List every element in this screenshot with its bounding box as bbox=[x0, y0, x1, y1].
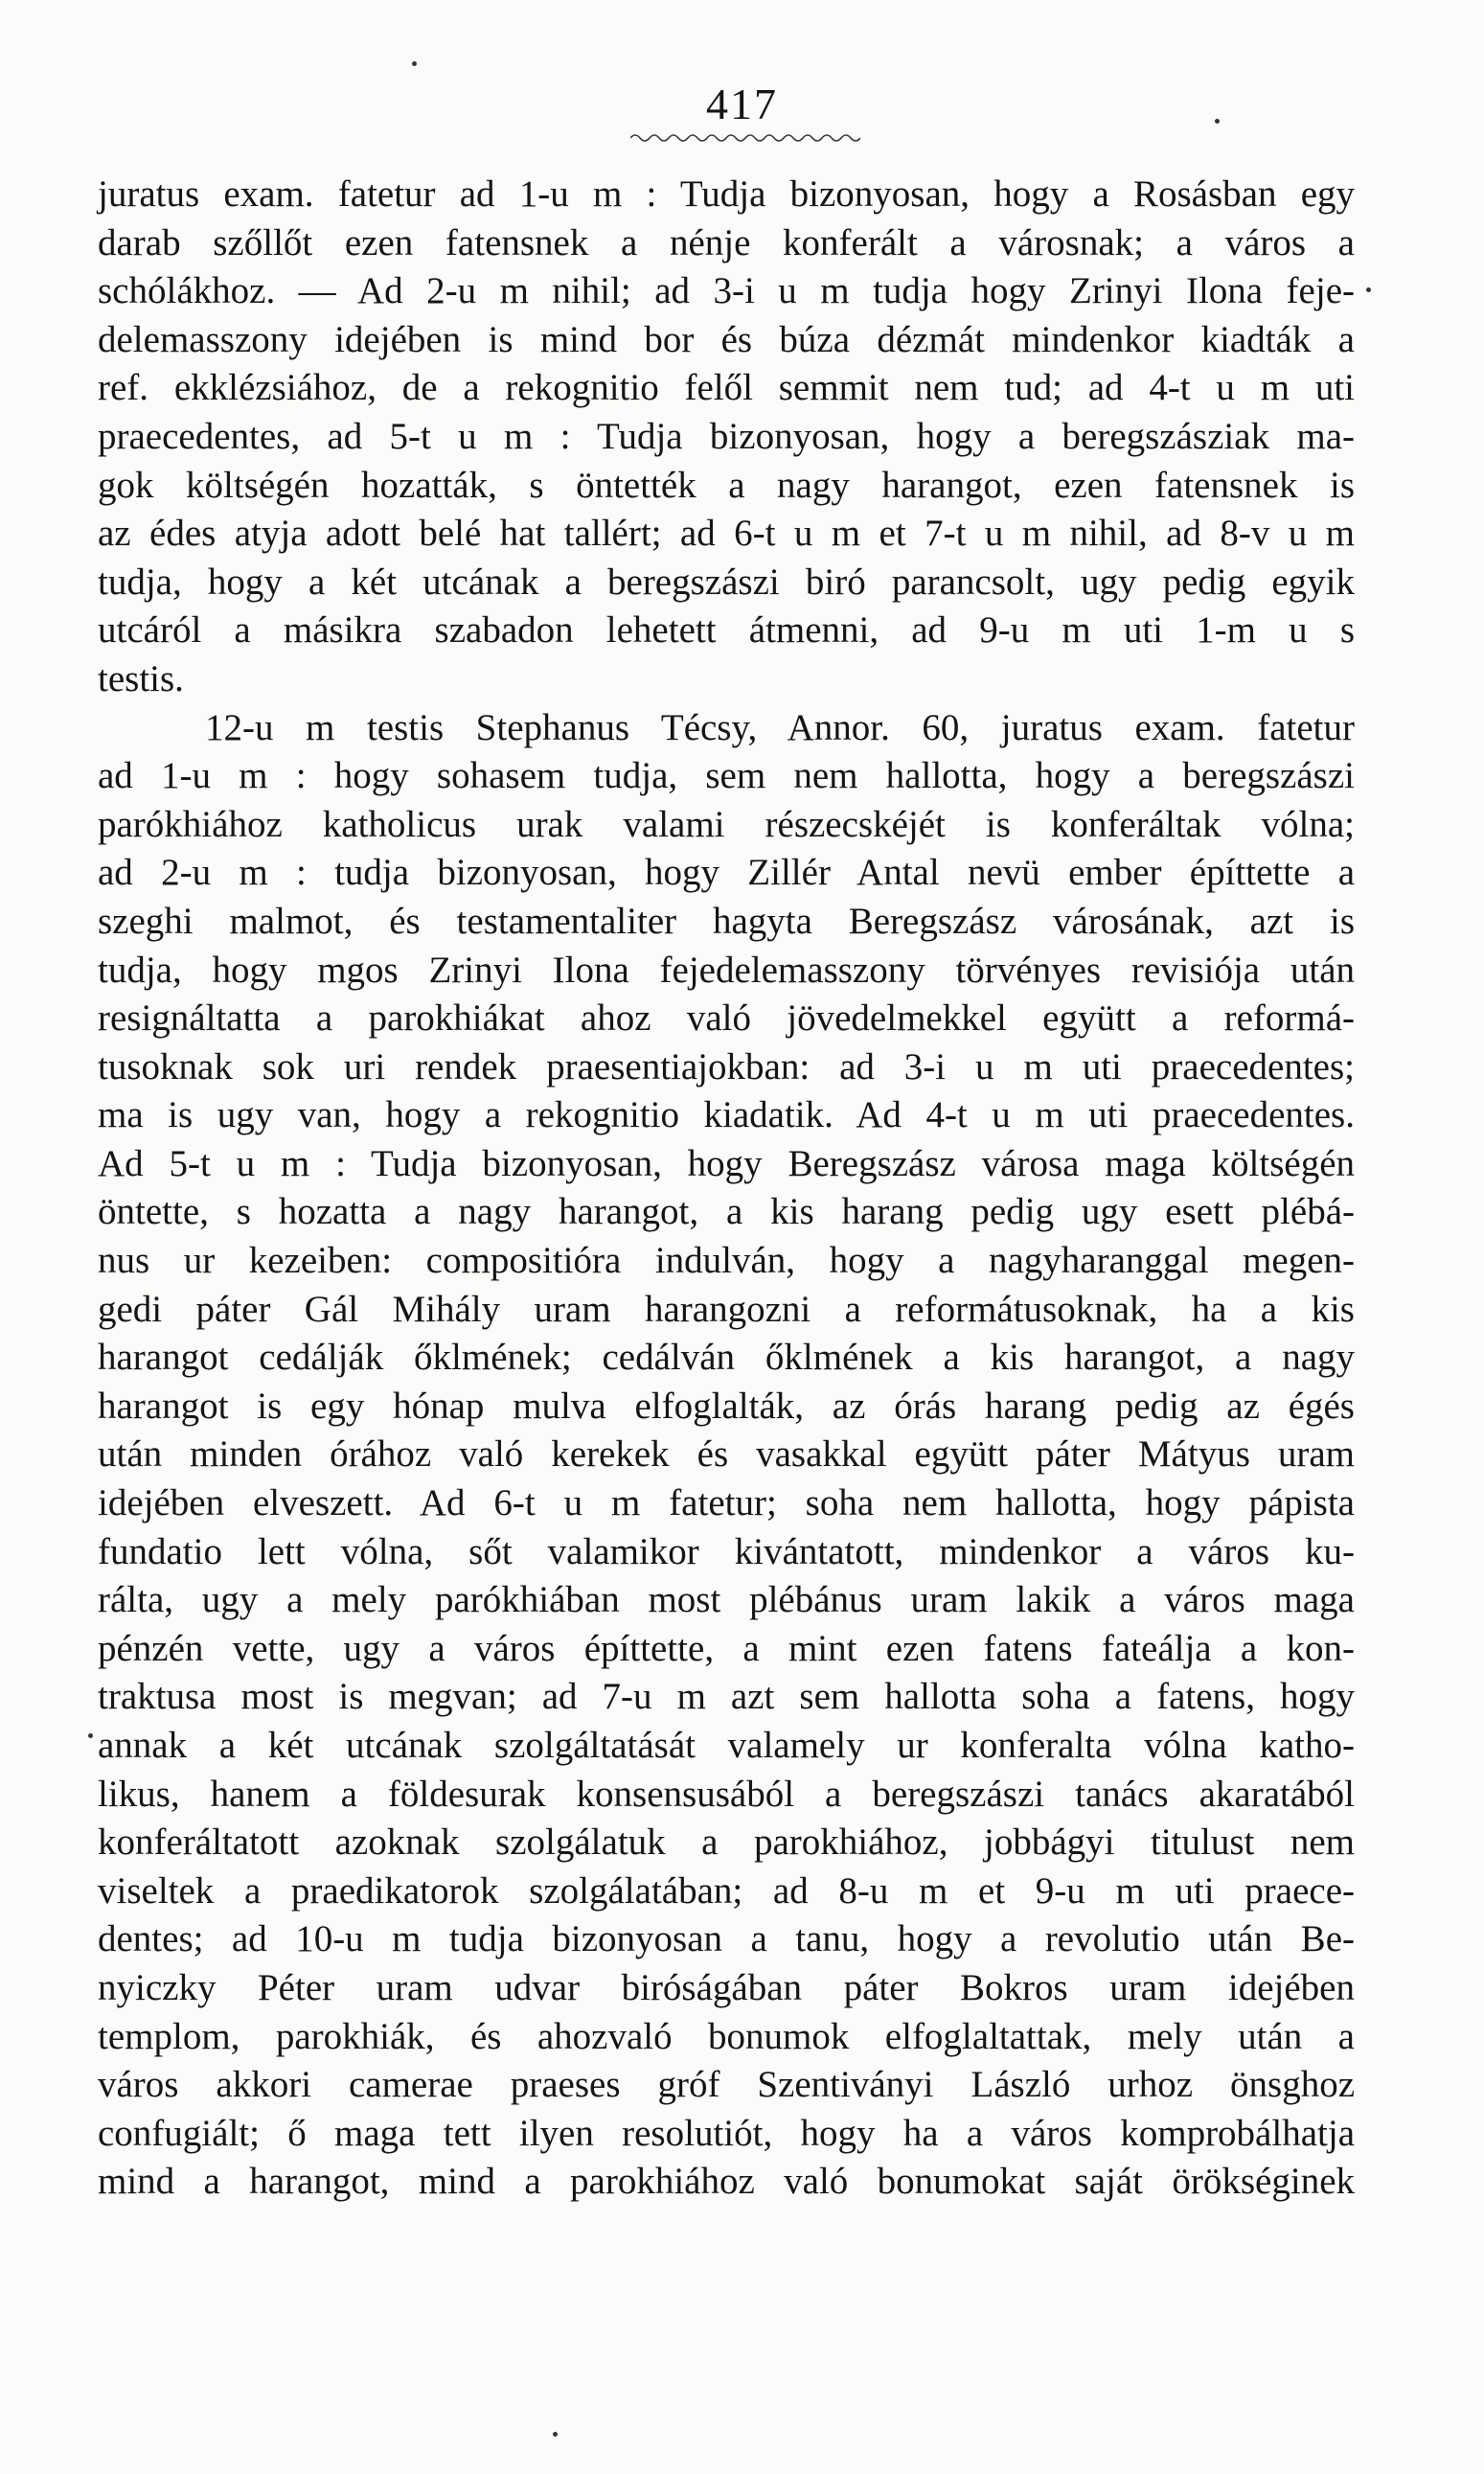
page-number: 417 bbox=[706, 80, 778, 128]
text-line: rálta, ugy a mely parókhiában most plébánus uram lakik a város maga bbox=[98, 1579, 1355, 1621]
text-line: harangot is egy hónap mulva elfoglalták, az órás harang pedig az égés bbox=[98, 1385, 1355, 1427]
text-line: nus ur kezeiben: compositióra indulván, hogy a nagyharanggal megen- bbox=[98, 1240, 1355, 1282]
text-line: pénzén vette, ugy a város építtette, a mint ezen fatens fateálja a kon- bbox=[98, 1627, 1355, 1669]
text-line: traktusa most is megvan; ad 7-u m azt sem hallotta soha a fatens, hogy bbox=[98, 1676, 1355, 1718]
text-line: praecedentes, ad 5-t u m : Tudja bizonyosan, hogy a beregszásziak ma- bbox=[98, 415, 1355, 457]
text-line: fundatio lett vólna, sőt valamikor kivántatott, mindenkor a város ku- bbox=[98, 1530, 1355, 1572]
text-line: tudja, hogy mgos Zrinyi Ilona fejedelemasszony törvényes revisiója után bbox=[98, 949, 1355, 991]
text-line: Ad 5-t u m : Tudja bizonyosan, hogy Beregszász városa maga költségén bbox=[98, 1142, 1355, 1184]
text-line: darab szőllőt ezen fatensnek a nénje konferált a városnak; a város a bbox=[98, 221, 1355, 263]
text-line: viseltek a praedikatorok szolgálatában; ad 8-u m et 9-u m uti praece- bbox=[98, 1869, 1355, 1912]
scan-speck bbox=[88, 1733, 93, 1738]
scan-speck bbox=[553, 2432, 558, 2437]
text-line: város akkori camerae praeses gróf Szentiványi László urhoz önsghoz bbox=[98, 2064, 1355, 2106]
text-line: utcáról a másikra szabadon lehetett átmenni, ad 9-u m uti 1-m u s bbox=[98, 609, 1355, 652]
body-text bbox=[98, 171, 1355, 2207]
text-line: szeghi malmot, és testamentaliter hagyta Beregszász városának, azt is bbox=[98, 900, 1355, 942]
text-line: nyiczky Péter uram udvar biróságában páter Bokros uram idejében bbox=[98, 1966, 1355, 2008]
text-line: gedi páter Gál Mihály uram harangozni a reformátusoknak, ha a kis bbox=[98, 1288, 1355, 1330]
text-line: confugiált; ő maga tett ilyen resolutiót, hogy ha a város komprobálhatja bbox=[98, 2112, 1355, 2154]
text-line: parókhiához katholicus urak valami részecskéjét is konferáltak vólna; bbox=[98, 803, 1355, 845]
text-line: tudja, hogy a két utcának a beregszászi biró parancsolt, ugy pedig egyik bbox=[98, 561, 1355, 603]
text-line: resignáltatta a parokhiákat ahoz való jövedelmekkel együtt a reformá- bbox=[98, 997, 1355, 1040]
text-line: schólákhoz. — Ad 2-u m nihil; ad 3-i u m tudja hogy Zrinyi Ilona feje- bbox=[98, 270, 1355, 312]
text-line: ref. ekklézsiához, de a rekognitio felől semmit nem tud; ad 4-t u m uti bbox=[98, 367, 1355, 409]
scan-speck bbox=[1366, 287, 1371, 292]
text-line: öntette, s hozatta a nagy harangot, a kis harang pedig ugy esett plébá- bbox=[98, 1191, 1355, 1233]
text-line: annak a két utcának szolgáltatását valamely ur konferalta vólna katho- bbox=[98, 1725, 1355, 1766]
scan-speck bbox=[1215, 119, 1220, 124]
scan-speck bbox=[412, 61, 417, 66]
text-line: ad 1-u m : hogy sohasem tudja, sem nem hallotta, hogy a beregszászi bbox=[98, 755, 1355, 797]
text-line: templom, parokhiák, és ahozvaló bonumok elfoglaltattak, mely után a bbox=[98, 2015, 1355, 2057]
text-line: az édes atyja adott belé hat tallért; ad 6-t u m et 7-t u m nihil, ad 8-v u m bbox=[98, 513, 1355, 555]
text-line: juratus exam. fatetur ad 1-u m : Tudja bizonyosan, hogy a Rosásban egy bbox=[98, 173, 1355, 215]
text-line: mind a harangot, mind a parokhiához való bonumokat saját örökséginek bbox=[98, 2161, 1355, 2203]
text-line: konferáltatott azoknak szolgálatuk a parokhiához, jobbágyi titulust nem bbox=[98, 1821, 1355, 1864]
text-line: delemasszony idejében is mind bor és búza dézmát mindenkor kiadták a bbox=[98, 318, 1355, 360]
text-line: idejében elveszett. Ad 6-t u m fatetur; soha nem hallotta, hogy pápista bbox=[98, 1482, 1355, 1524]
text-line: dentes; ad 10-u m tudja bizonyosan a tanu, hogy a revolutio után Be- bbox=[98, 1918, 1355, 1960]
text-line: 12-u m testis Stephanus Técsy, Annor. 60, juratus exam. fatetur bbox=[205, 706, 1355, 748]
wavy-rule-ornament-icon bbox=[630, 132, 860, 144]
text-line: gok költségén hozatták, s öntették a nagy harangot, ezen fatensnek is bbox=[98, 464, 1355, 506]
text-line: harangot cedálják őklmének; cedálván őklmének a kis harangot, a nagy bbox=[98, 1337, 1355, 1379]
text-line: testis. bbox=[98, 657, 184, 699]
text-line: után minden órához való kerekek és vasakkal együtt páter Mátyus uram bbox=[98, 1433, 1355, 1476]
text-line: tusoknak sok uri rendek praesentiajokban: ad 3-i u m uti praecedentes; bbox=[98, 1045, 1355, 1088]
text-line: likus, hanem a földesurak konsensusából a beregszászi tanács akaratából bbox=[98, 1773, 1355, 1815]
text-line: ad 2-u m : tudja bizonyosan, hogy Zillér Antal nevü ember építtette a bbox=[98, 852, 1355, 894]
text-line: ma is ugy van, hogy a rekognitio kiadatik. Ad 4-t u m uti praecedentes. bbox=[98, 1094, 1355, 1136]
